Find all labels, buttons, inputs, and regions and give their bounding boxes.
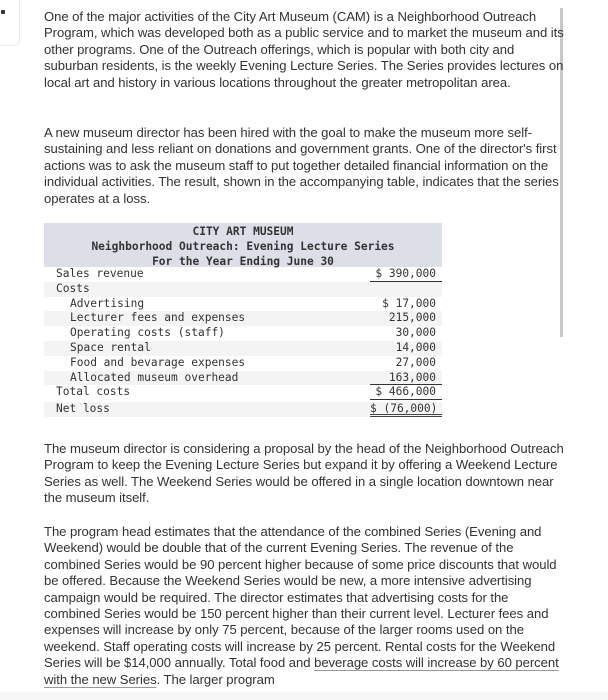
bottom-edge [0, 692, 608, 700]
table-row [44, 371, 442, 386]
estimates-tail: . The larger program [156, 671, 275, 687]
table-row [44, 311, 442, 326]
row-amount: 14,000 [395, 340, 436, 354]
income-statement-table [44, 223, 442, 417]
row-amount: 163,000 [370, 371, 442, 386]
table-row-sales-revenue [44, 267, 442, 282]
row-label: Sales revenue [56, 267, 144, 280]
row-amount: $ 466,000 [370, 385, 442, 400]
row-amount: 27,000 [395, 355, 436, 369]
table-row [44, 341, 442, 356]
underlined-link-text[interactable]: beverage costs will increase by 60 percent with the new Series [44, 655, 559, 687]
table-title: CITY ART MUSEUM [192, 225, 294, 238]
row-label: Advertising [70, 296, 145, 310]
row-label: Space rental [70, 340, 151, 354]
row-label: Lecturer fees and expenses [70, 311, 246, 325]
row-label: Operating costs (staff) [70, 326, 225, 340]
proposal-paragraph: The museum director is considering a proposal by the head of the Neighborhood Outreach Program to keep the Evening Lecture Series but expand it by offering a Weekend Lecture Series as well. The Weekend Series would be offered in a single location downtown near the museum itself. [44, 441, 564, 506]
row-label: Total costs [56, 385, 131, 399]
table-row-costs [44, 282, 442, 297]
row-amount: $ (76,000) [370, 402, 442, 417]
row-amount: $ 17,000 [382, 296, 436, 310]
row-amount: 30,000 [395, 326, 436, 340]
director-paragraph: A new museum director has been hired with the goal to make the museum more self-sustaining and less reliant on donations and government grants. One of the director's first actions was to ask the museum staff to put together detailed financial information on the individual activities. The result, shown in the accompanying table, indicates that the series operates at a loss. [44, 125, 559, 206]
table-row [44, 356, 442, 371]
row-label: Costs [56, 281, 90, 295]
table-row-total-costs [44, 385, 442, 400]
row-amount: $ 390,000 [370, 267, 442, 282]
table-row-net-loss [44, 402, 442, 417]
row-label: Allocated museum overhead [70, 370, 239, 384]
bullet-icon [1, 10, 5, 14]
table-period: For the Year Ending June 30 [152, 255, 334, 268]
table-subtitle: Neighborhood Outreach: Evening Lecture Series [91, 240, 395, 253]
table-header [44, 223, 442, 267]
estimates-paragraph [44, 524, 564, 688]
intro-paragraph: One of the major activities of the City Art Museum (CAM) is a Neighborhood Outreach Program, which was developed both as a public service and to market the museum and its other programs. One of the Outreach offerings, which is popular with both city and suburban residents, is the weekly Evening Lecture Series. The Series provides lectures on local art and history in various locations throughout the greater metropolitan area. [44, 9, 564, 90]
estimates-text: The program head estimates that the attendance of the combined Series (Evening and Weekend) would be double that of the current Evening Series. The revenue of the combined Series would be 90 percent higher because of some price discounts that would be offered. Because the Weekend Series would be new, a more intensive advertising campaign would be required. The director estimates that advertising costs for the combined Series would be 150 percent higher than their current level. Lecturer fees and expenses will increase by only 75 percent, because of the larger rooms used on the weekend. Staff operating costs will increase by 25 percent. Rental costs for the Weekend Series will be $14,000 annually. Total food and [44, 524, 557, 671]
row-label: Food and bevarage expenses [70, 355, 246, 369]
side-tab[interactable] [0, 0, 20, 46]
row-amount: 215,000 [388, 311, 436, 325]
table-row [44, 326, 442, 341]
row-label: Net loss [56, 402, 110, 416]
table-row [44, 297, 442, 312]
